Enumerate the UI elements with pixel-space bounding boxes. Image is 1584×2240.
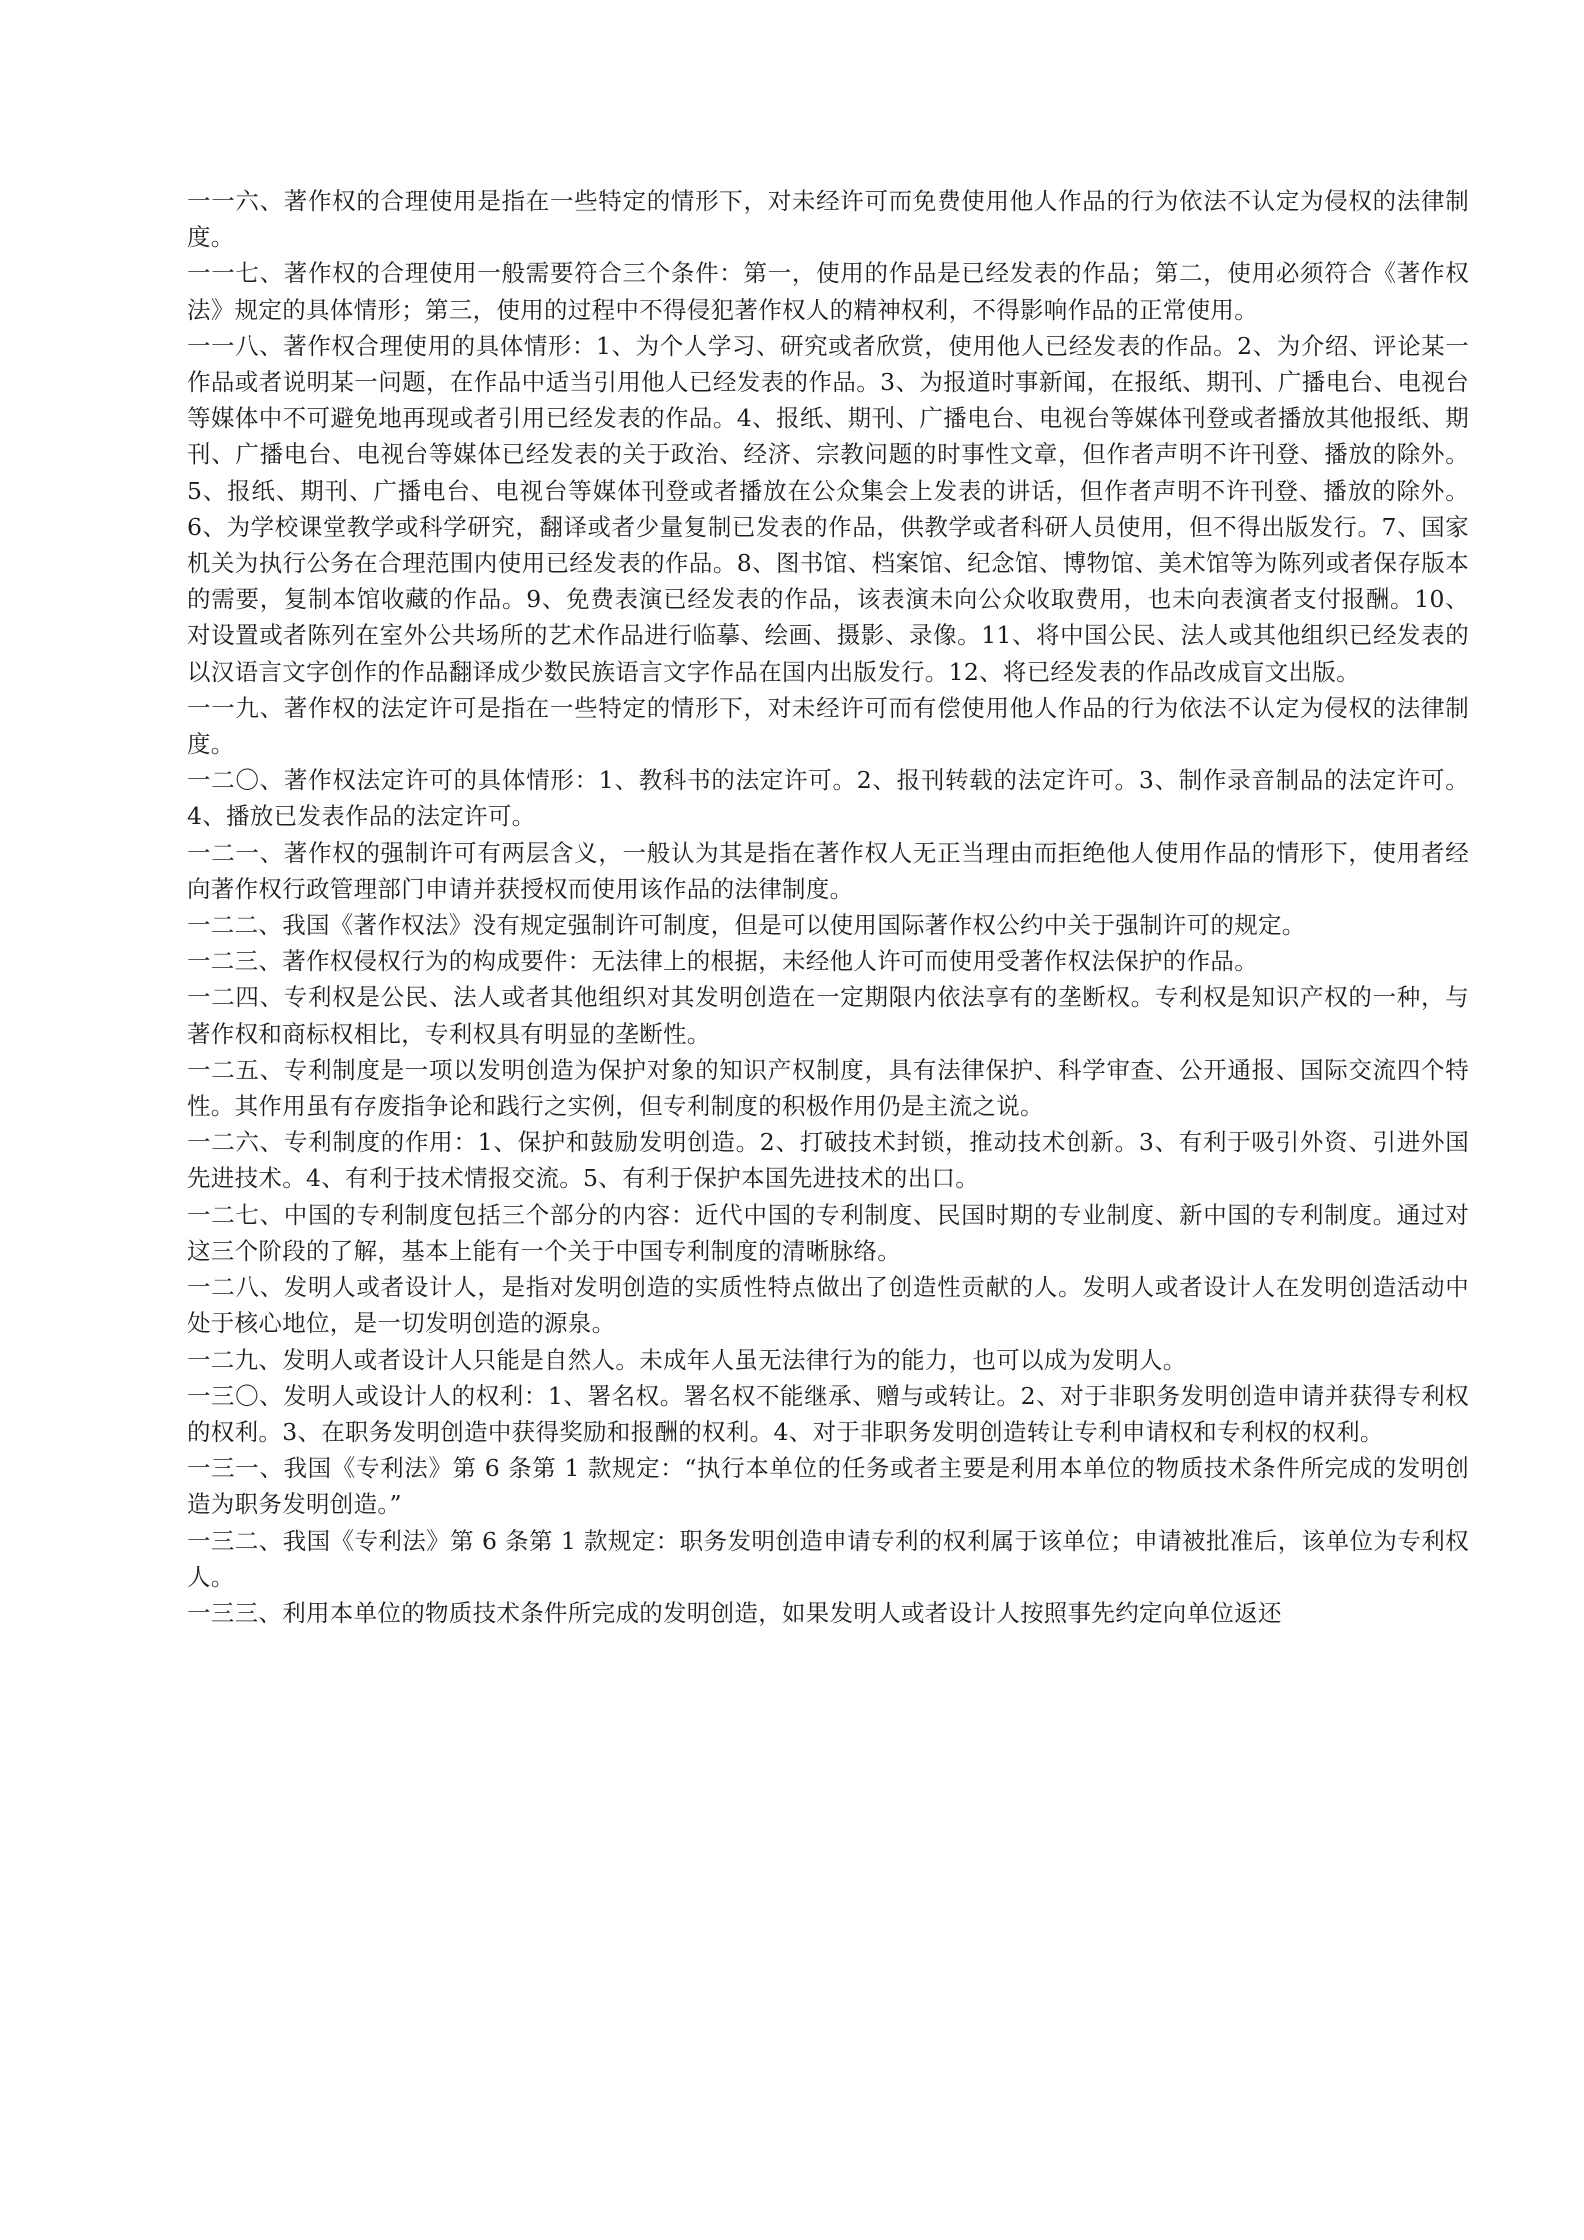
paragraph-120: 一二〇、著作权法定许可的具体情形：1、教科书的法定许可。2、报刊转载的法定许可。3、制作录音制品的法定许可。4、播放已发表作品的法定许可。 [187, 766, 1469, 831]
paragraph-125: 一二五、专利制度是一项以发明创造为保护对象的知识产权制度，具有法律保护、科学审查、公开通报、国际交流四个特性。其作用虽有存废指争论和践行之实例，但专利制度的积极作用仍是主流之说。 [187, 1055, 1469, 1121]
paragraph-119: 一一九、著作权的法定许可是指在一些特定的情形下，对未经许可而有偿使用他人作品的行为依法不认定为侵权的法律制度。 [187, 693, 1469, 759]
paragraph-128: 一二八、发明人或者设计人，是指对发明创造的实质性特点做出了创造性贡献的人。发明人或者设计人在发明创造活动中处于核心地位，是一切发明创造的源泉。 [187, 1273, 1469, 1338]
paragraph-116: 一一六、著作权的合理使用是指在一些特定的情形下，对未经许可而免费使用他人作品的行为依法不认定为侵权的法律制度。 [187, 187, 1469, 252]
paragraph-124: 一二四、专利权是公民、法人或者其他组织对其发明创造在一定期限内依法享有的垄断权。专利权是知识产权的一种，与著作权和商标权相比，专利权具有明显的垄断性。 [187, 983, 1469, 1048]
document-body [187, 183, 1469, 1631]
paragraph-123: 一二三、著作权侵权行为的构成要件：无法律上的根据，未经他人许可而使用受著作权法保护的作品。 [187, 947, 1258, 976]
paragraph-131: 一三一、我国《专利法》第 6 条第 1 款规定：“执行本单位的任务或者主要是利用本单位的物质技术条件所完成的发明创造为职务发明创造。” [187, 1454, 1469, 1519]
paragraph-121: 一二一、著作权的强制许可有两层含义，一般认为其是指在著作权人无正当理由而拒绝他人使用作品的情形下，使用者经向著作权行政管理部门申请并获授权而使用该作品的法律制度。 [187, 838, 1469, 903]
paragraph-117: 一一七、著作权的合理使用一般需要符合三个条件：第一，使用的作品是已经发表的作品；第二，使用必须符合《著作权法》规定的具体情形；第三，使用的过程中不得侵犯著作权人的精神权利，不得影响作品的正常使用。 [187, 259, 1469, 324]
paragraph-127: 一二七、中国的专利制度包括三个部分的内容：近代中国的专利制度、民国时期的专业制度、新中国的专利制度。通过对这三个阶段的了解，基本上能有一个关于中国专利制度的清晰脉络。 [187, 1200, 1469, 1265]
paragraph-118: 一一八、著作权合理使用的具体情形：1、为个人学习、研究或者欣赏，使用他人已经发表的作品。2、为介绍、评论某一作品或者说明某一问题，在作品中适当引用他人已经发表的作品。3、为报道时事新闻，在报纸、期刊、广播电台、电视台等媒体中不可避免地再现或者引用已经发表的作品。4、报纸、期刊、广播电台、电视台等媒体刊登或者播放其他报纸、期刊、广播电台、电视台等媒体已经发表的关于政治、经济、宗教问题的时事性文章，但作者声明不许刊登、播放的除外。5、报纸、期刊、广播电台、电视台等媒体刊登或者播放在公众集会上发表的讲话，但作者声明不许刊登、播放的除外。6、为学校课堂教学或科学研究，翻译或者少量复制已发表的作品，供教学或者科研人员使用，但不得出版发行。7、国家机关为执行公务在合理范围内使用已经发表的作品。8、图书馆、档案馆、纪念馆、博物馆、美术馆等为陈列或者保存版本的需要，复制本馆收藏的作品。9、免费表演已经发表的作品，该表演未向公众收取费用，也未向表演者支付报酬。10、对设置或者陈列在室外公共场所的艺术作品进行临摹、绘画、摄影、录像。11、将中国公民、法人或其他组织已经发表的以汉语言文字创作的作品翻译成少数民族语言文字作品在国内出版发行。12、将已经发表的作品改成盲文出版。 [187, 331, 1469, 686]
paragraph-130: 一三〇、发明人或设计人的权利：1、署名权。署名权不能继承、赠与或转让。2、对于非职务发明创造申请并获得专利权的权利。3、在职务发明创造中获得奖励和报酬的权利。4、对于非职务发明创造转让专利申请权和专利权的权利。 [187, 1381, 1469, 1446]
paragraph-133: 一三三、利用本单位的物质技术条件所完成的发明创造，如果发明人或者设计人按照事先约定向单位返还 [187, 1598, 1282, 1627]
paragraph-132: 一三二、我国《专利法》第 6 条第 1 款规定：职务发明创造申请专利的权利属于该单位；申请被批准后，该单位为专利权人。 [187, 1526, 1469, 1591]
paragraph-126: 一二六、专利制度的作用：1、保护和鼓励发明创造。2、打破技术封锁，推动技术创新。3、有利于吸引外资、引进外国先进技术。4、有利于技术情报交流。5、有利于保护本国先进技术的出口。 [187, 1128, 1469, 1193]
paragraph-122: 一二二、我国《著作权法》没有规定强制许可制度，但是可以使用国际著作权公约中关于强制许可的规定。 [187, 911, 1306, 940]
paragraph-129: 一二九、发明人或者设计人只能是自然人。未成年人虽无法律行为的能力，也可以成为发明人。 [187, 1345, 1187, 1374]
